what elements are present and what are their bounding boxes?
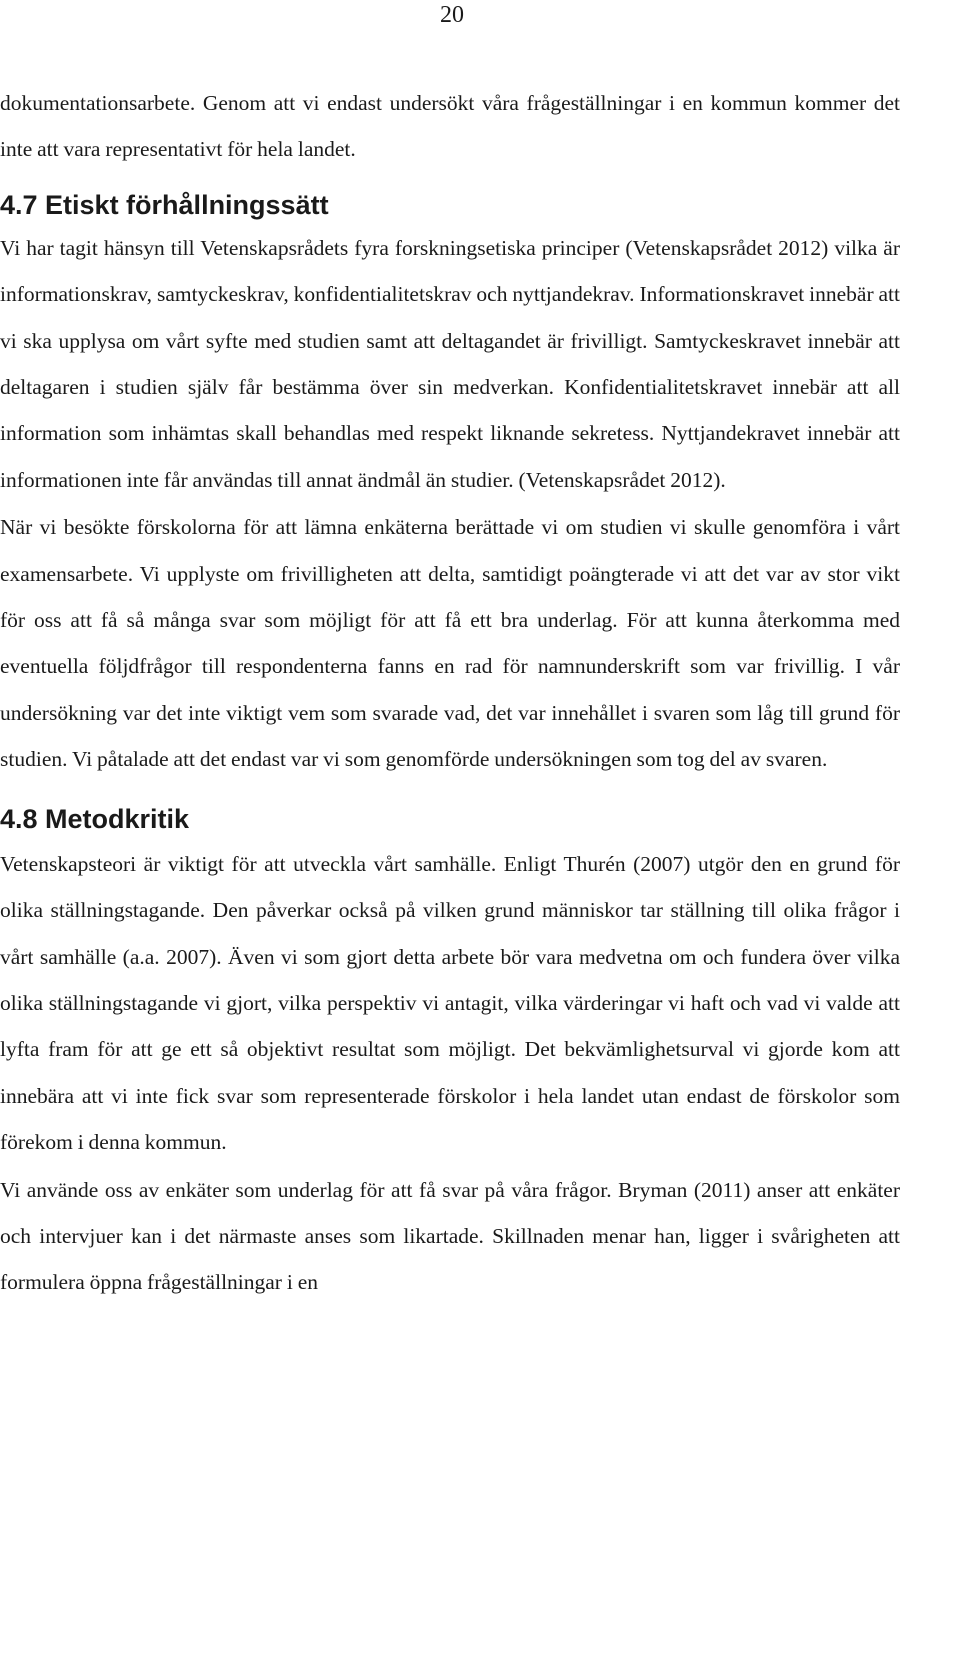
page-number: 20	[440, 2, 464, 28]
paragraph-vetenskapsteori: Vetenskapsteori är viktigt för att utveckla vårt samhälle. Enligt Thurén (2007) utgör den en grund för olika ställningstagande. Den påverkar också på vilken grund människor tar ställning till olika frågor i vårt samhälle (a.a. 2007). Även vi som gjort detta arbete bör vara medvetna om och fundera över vilka olika ställningstagande vi gjort, vilka perspektiv vi antagit, vilka värderingar vi haft och vad vi valde att lyfta fram för att ge ett så objektivt resultat som möjligt. Det bekvämlighetsurval vi gjorde kom att innebära att vi inte fick svar som representerade förskolor i hela landet utan endast de förskolor som förekom i denna kommun.	[0, 851, 900, 1155]
page-content	[0, 80, 900, 1306]
paragraph-enkater: Vi använde oss av enkäter som underlag för att få svar på våra frågor. Bryman (2011) anser att enkäter och intervjuer kan i det närmaste anses som likartade. Skillnaden menar han, ligger i svårigheten att formulera öppna frågeställningar i en	[0, 1177, 900, 1295]
section-heading-etiskt: 4.7 Etiskt förhållningssätt	[0, 189, 329, 220]
paragraph-principer: Vi har tagit hänsyn till Vetenskapsrådets fyra forskningsetiska principer (Vetenskapsrådet 2012) vilka är informationskrav, samtyckeskrav, konfidentialitetskrav och nyttjandekrav. Informationskravet innebär att vi ska upplysa om vårt syfte med studien samt att deltagandet är frivilligt. Samtyckeskravet innebär att deltagaren i studien själv får bestämma över sin medverkan. Konfidentialitetskravet innebär att all information som inhämtas skall behandlas med respekt liknande sekretess. Nyttjandekravet innebär att informationen inte får användas till annat ändmål än studier. (Vetenskapsrådet 2012).	[0, 235, 900, 492]
paragraph-forskolorna: När vi besökte förskolorna för att lämna enkäterna berättade vi om studien vi skulle genomföra i vårt examensarbete. Vi upplyste om frivilligheten att delta, samtidigt poängterade vi att det var av stor vikt för oss att få så många svar som möjligt för att få ett bra underlag. För att kunna återkomma med eventuella följdfrågor till respondenterna fanns en rad för namnunderskrift som var frivillig. I vår undersökning var det inte viktigt vem som svarade vad, det var innehållet i svaren som låg till grund för studien. Vi påtalade att det endast var vi som genomförde undersökningen som tog del av svaren.	[0, 515, 900, 772]
paragraph-dokumentation: dokumentationsarbete. Genom att vi endast undersökt våra frågeställningar i en kommun kommer det inte att vara representativt för hela landet.	[0, 91, 900, 162]
section-heading-metodkritik: 4.8 Metodkritik	[0, 803, 190, 834]
